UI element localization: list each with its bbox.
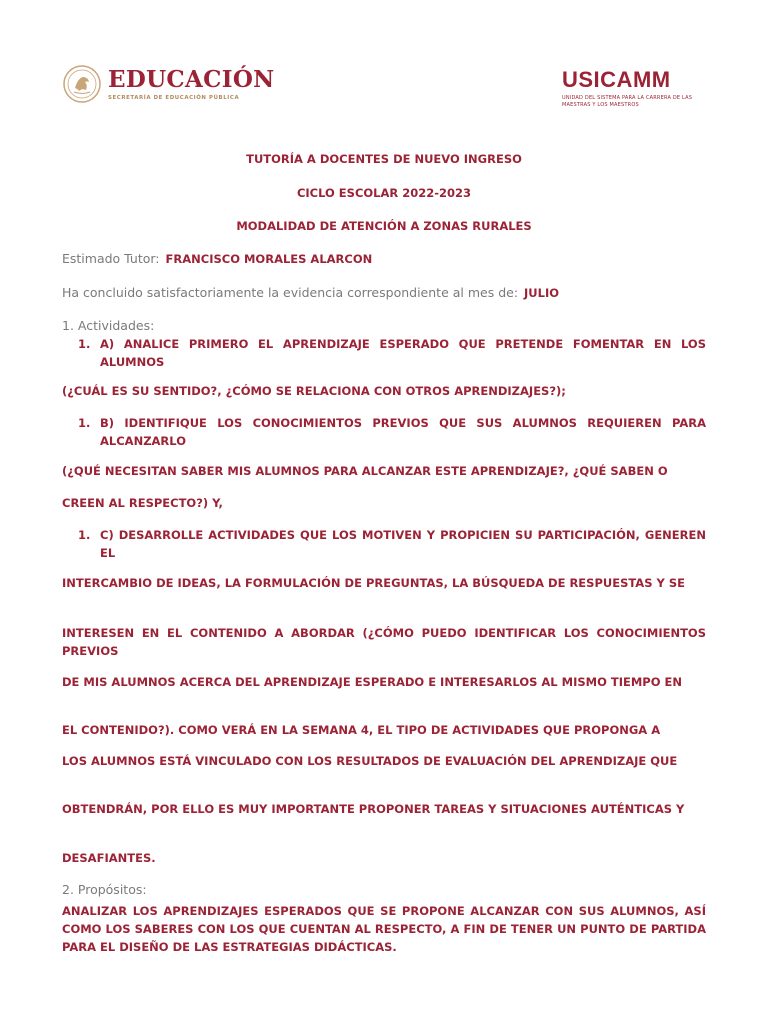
usicamm-wordmark: USICAMM [562, 67, 671, 92]
item-b-text: B) IDENTIFIQUE LOS CONOCIMIENTOS PREVIOS QUE SUS ALUMNOS REQUIEREN PARA ALCANZARLO [100, 416, 706, 448]
title-ciclo: CICLO ESCOLAR 2022-2023 [296, 186, 472, 200]
purposes-label: 2. Propósitos: [62, 882, 147, 897]
item-a-number: 1. [78, 337, 91, 351]
usicamm-subtitle: UNIDAD DEL SISTEMA PARA LA CARRERA DE LAS MAESTRAS Y LOS MAESTROS [562, 95, 693, 108]
activity-para-c5: LOS ALUMNOS ESTÁ VINCULADO CON LOS RESULTADOS DE EVALUACIÓN DEL APRENDIZAJE QUE [62, 754, 678, 768]
tutor-name: FRANCISCO MORALES ALARCON [165, 252, 373, 266]
evidence-month: JULIO [524, 286, 560, 300]
activity-para-c7: DESAFIANTES. [62, 851, 156, 865]
activity-item-b [78, 414, 706, 450]
item-c-text: C) DESARROLLE ACTIVIDADES QUE LOS MOTIVEN Y PROPICIEN SU PARTICIPACIÓN, GENEREN EL [100, 528, 706, 560]
activity-para-b1: (¿QUÉ NECESITAN SABER MIS ALUMNOS PARA ALCANZAR ESTE APRENDIZAJE?, ¿QUÉ SABEN O [62, 464, 668, 478]
tutor-label: Estimado Tutor: [62, 251, 160, 266]
sep-logo [62, 64, 275, 104]
title-modalidad: MODALIDAD DE ATENCIÓN A ZONAS RURALES [236, 219, 532, 233]
sep-subtitle: SECRETARÍA DE EDUCACIÓN PÚBLICA [108, 95, 240, 101]
activity-para-c2: INTERESEN EN EL CONTENIDO A ABORDAR (¿CÓMO PUEDO IDENTIFICAR LOS CONOCIMIENTOS PREVIOS [62, 626, 706, 658]
activity-para-a: (¿CUÁL ES SU SENTIDO?, ¿CÓMO SE RELACIONA CON OTROS APRENDIZAJES?); [62, 384, 566, 398]
item-c-number: 1. [78, 528, 91, 542]
activity-para-c6: OBTENDRÁN, POR ELLO ES MUY IMPORTANTE PROPONER TAREAS Y SITUACIONES AUTÉNTICAS Y [62, 802, 685, 816]
eagle-seal-icon [62, 64, 102, 104]
evidence-line [62, 285, 559, 300]
education-wordmark: EDUCACIÓN [108, 66, 275, 93]
evidence-label: Ha concluido satisfactoriamente la evidencia correspondiente al mes de: [62, 285, 519, 300]
activities-label: 1. Actividades: [62, 318, 155, 333]
usicamm-logo [562, 68, 722, 108]
item-b-number: 1. [78, 416, 91, 430]
title-tutoria: TUTORÍA A DOCENTES DE NUEVO INGRESO [246, 152, 522, 166]
activity-para-b2: CREEN AL RESPECTO?) Y, [62, 496, 223, 510]
activity-item-c [78, 526, 706, 562]
activity-para-c3: DE MIS ALUMNOS ACERCA DEL APRENDIZAJE ESPERADO E INTERESARLOS AL MISMO TIEMPO EN [62, 675, 682, 689]
activity-para-c4: EL CONTENIDO?). COMO VERÁ EN LA SEMANA 4, EL TIPO DE ACTIVIDADES QUE PROPONGA A [62, 723, 661, 737]
activity-para-c1: INTERCAMBIO DE IDEAS, LA FORMULACIÓN DE PREGUNTAS, LA BÚSQUEDA DE RESPUESTAS Y SE [62, 576, 685, 590]
item-a-text: A) ANALICE PRIMERO EL APRENDIZAJE ESPERADO QUE PRETENDE FOMENTAR EN LOS ALUMNOS [100, 337, 706, 369]
purposes-text: ANALIZAR LOS APRENDIZAJES ESPERADOS QUE SE PROPONE ALCANZAR CON SUS ALUMNOS, ASÍ COMO LOS SABERES CON LOS QUE CUENTAN AL RESPECTO, A FIN DE TENER UN PUNTO DE PARTIDA PARA EL DISEÑO DE LAS ESTRATEGIAS DIDÁCTICAS. [62, 904, 706, 954]
tutor-line [62, 251, 372, 266]
activity-item-a [78, 335, 706, 371]
